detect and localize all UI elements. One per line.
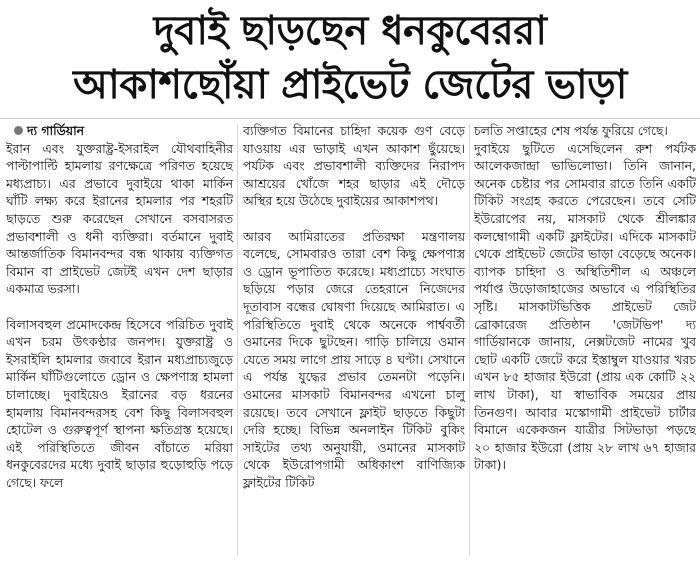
article-column-3 (474, 122, 696, 558)
byline-source: দ্য গার্ডিয়ান (27, 123, 85, 138)
headline-divider (0, 118, 700, 119)
column-rule (469, 124, 470, 556)
article-column-2 (243, 122, 465, 558)
column-rule (237, 124, 238, 556)
paragraph: চলতি সপ্তাহের শেষ পর্যন্ত ফুরিয়ে গেছে। (474, 123, 668, 138)
paragraph: ইরান এবং যুক্তরাষ্ট্র-ইসরাইল যৌথবাহিনীর পাল্টাপাল্টি হামলায় রণক্ষেত্রে পরিণত হয়েছে মধ্যপ্রাচ্য। এর প্রভাবে দুবাইয়ে থাকা মার্কিন ঘাঁটি লক্ষ্য করে ইরানের হামলার পর শহরটি ছাড়তে শুরু করেছেন সেখানে বসবাসরত প্রভাবশালী ও ধনী ব্যক্তিরা। বর্তমানে দুবাই আন্তর্জাতিক বিমানবন্দর বন্ধ থাকায় ব্যক্তিগত বিমান বা প্রাইভেট জেটই এখন দেশ ছাড়ার একমাত্র ভরসা। (6, 140, 233, 297)
headline-line-1: দুবাই ছাড়ছেন ধনকুবেররা (153, 8, 547, 54)
article-body (6, 122, 696, 558)
headline-line-2: আকাশছোঁয়া প্রাইভেট জেটের ভাড়া (73, 62, 627, 108)
bullet-icon (14, 126, 23, 135)
headline (0, 4, 700, 112)
byline (6, 122, 233, 140)
paragraph: আরব আমিরাতের প্রতিরক্ষা মন্ত্রণালয় বলেছে, সোমবারও তারা বেশ কিছু ক্ষেপণাস্ত্র ও ড্রোন ভূপাতিত করেছে। মধ্যপ্রাচ্যে সংঘাত ছড়িয়ে পড়ার জেরে তেহরানে নিজেদের দূতাবাস বন্ধের ঘোষণা দিয়েছে আমিরাত। এ পরিস্থিতিতে দুবাই থেকে অনেকে পার্শ্ববর্তী ওমানের দিকে ছুটছেন। গাড়ি চালিয়ে ওমান যেতে সময় লাগে প্রায় সাড়ে ৪ ঘণ্টা। সেখানে এ পর্যন্ত যুদ্ধের প্রভাব তেমনটা পড়েনি। ওমানের মাসকাট বিমানবন্দর এখনো চালু রয়েছে। তবে সেখানে ফ্লাইট ছাড়তে কিছুটা দেরি হচ্ছে। বিভিন্ন অনলাইন টিকিট বুকিং সাইটের তথ্য অনুযায়ী, ওমানের মাসকাট থেকে ইউরোপগামী অধিকাংশ বাণিজ্যিক ফ্লাইটের টিকিট (243, 228, 465, 490)
paragraph-gap (6, 298, 233, 316)
paragraph: ব্যক্তিগত বিমানের চাহিদা কয়েক গুণ বেড়ে যাওয়ায় এর ভাড়াই এখন আকাশ ছুঁয়েছে। পর্যটক এবং প্রভাবশালী ব্যক্তিদের নিরাপদ আশ্রয়ের খোঁজে শহর ছাড়ার এই দৌড়ে অস্থির হয়ে উঠেছে দুবাইয়ের আকাশপথ। (243, 123, 465, 209)
article-column-1 (6, 122, 233, 558)
paragraph: দুবাইয়ে ছুটিতে এসেছিলেন রুশ পর্যটক আলেকজান্দ্রা ভাভিলোভা। তিনি জানান, অনেক চেষ্টার পর সোমবার রাতে তিনি একটি টিকিট সংগ্রহ করতে পেরেছেন। তবে সেটি ইউরোপের নয়, মাসকাট থেকে শ্রীলঙ্কার কলম্বোগামী একটি ফ্লাইটের। এদিকে মাসকাট থেকে প্রাইভেট জেটের ভাড়া বেড়েছে অনেক। ব্যাপক চাহিদা ও অস্থিতিশীল এ অঞ্চলে পর্যাপ্ত উড়োজাহাজের অভাবে এ পরিস্থিতির সৃষ্টি। মাসকাটভিত্তিক প্রাইভেট জেট ব্রোকারেজ প্রতিষ্ঠান 'জেটভিপ' দ্য গার্ডিয়ানকে জানায়, নেক্সটজেট নামের খুব ছোট একটি জেটে করে ইস্তাম্বুল যাওয়ার খরচ এখন ৮৫ হাজার ইউরো (প্রায় এক কোটি ২২ লাখ টাকা), যা স্বাভাবিক সময়ের প্রায় তিনগুণ। আবার মস্কোগামী প্রাইভেট চার্টার বিমানে একেকজন যাত্রীর সিটভাড়া পড়ছে ২০ হাজার ইউরো (প্রায় ২৮ লাখ ৬৭ হাজার টাকা)। (474, 140, 696, 473)
paragraph-gap (243, 210, 465, 228)
paragraph: বিলাসবহুল প্রমোদকেন্দ্র হিসেবে পরিচিত দুবাই এখন চরম উৎকণ্ঠার জনপদ। যুক্তরাষ্ট্র ও ইসরাইলি হামলার জবাবে ইরান মধ্যপ্রাচ্যজুড়ে মার্কিন ঘাঁটিগুলোতে ড্রোন ও ক্ষেপণাস্ত্র হামলা চালাচ্ছে। দুবাইয়েও ইরানের বড় ধরনের হামলায় বিমানবন্দরসহ বেশ কিছু বিলাসবহুল হোটেল ও গুরুত্বপূর্ণ স্থাপনা ক্ষতিগ্রস্ত হয়েছে। এই পরিস্থিতিতে জীবন বাঁচাতে মরিয়া ধনকুবেরদের মধ্যে দুবাই ছাড়ার হুড়োহুড়ি পড়ে গেছে। ফলে (6, 316, 233, 490)
